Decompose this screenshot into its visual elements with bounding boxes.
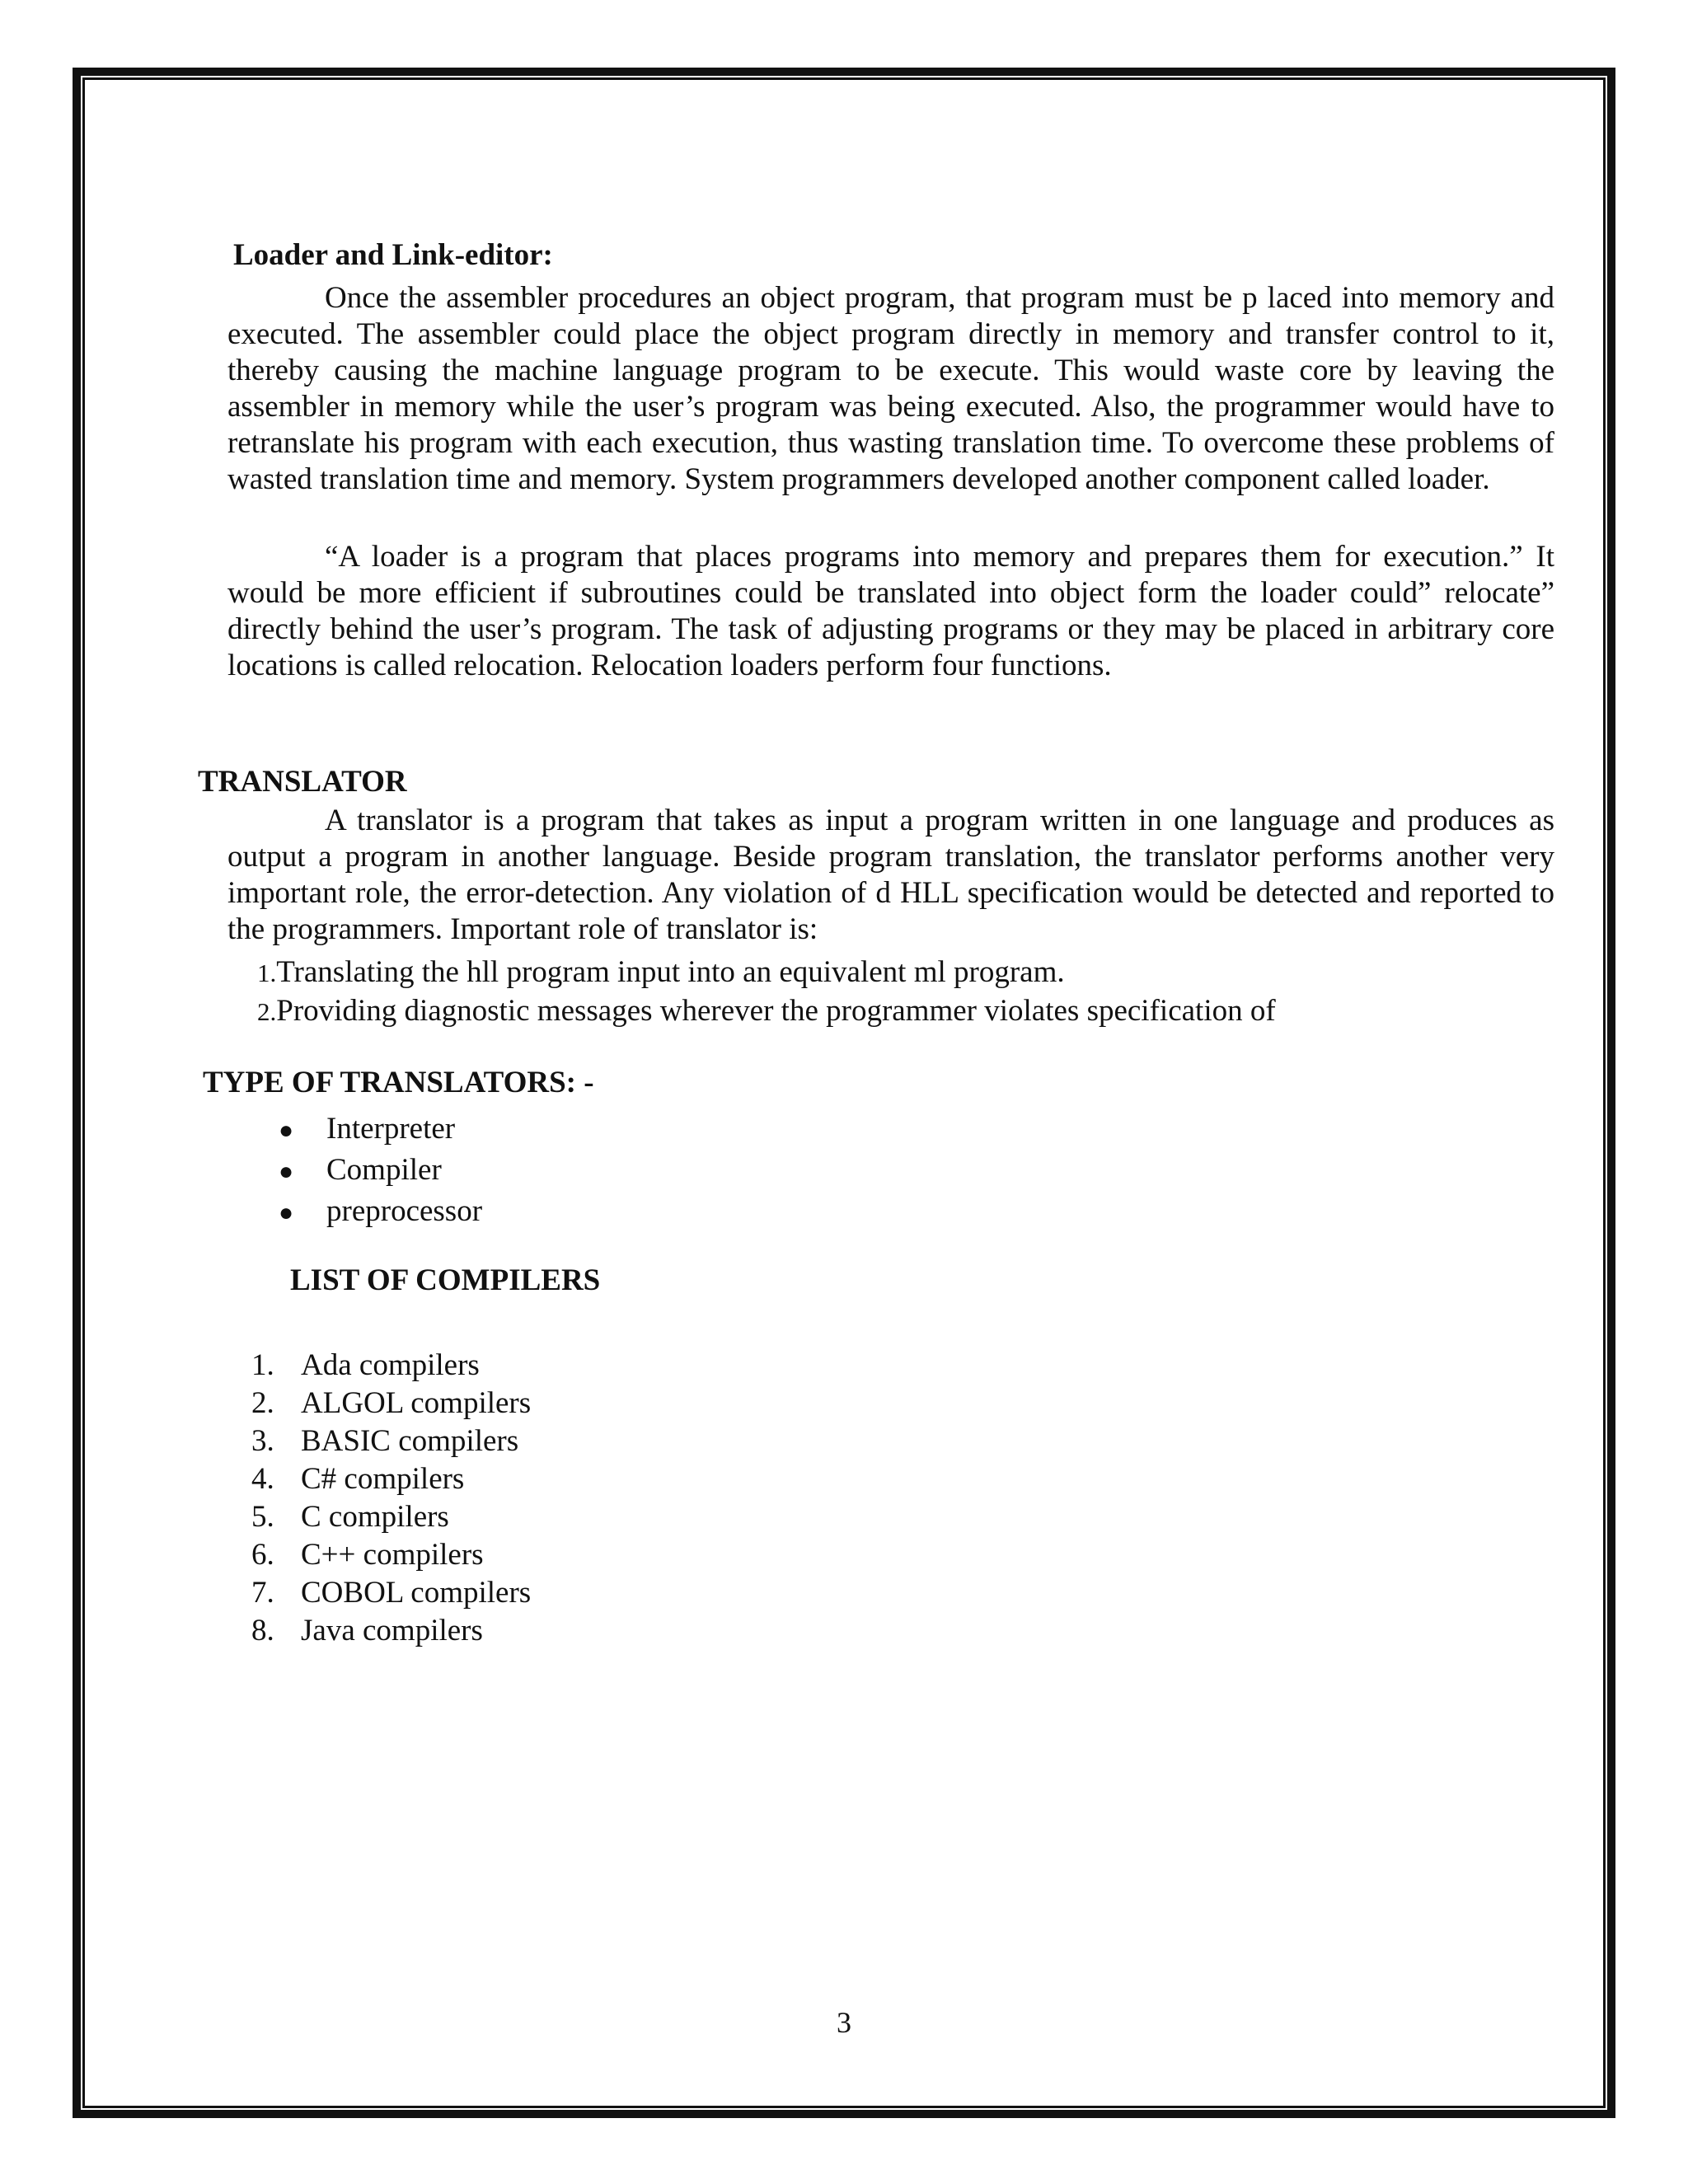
- loader-paragraph-1-text: Once the assembler procedures an object program, that program must be p laced into memory and executed. The assembler could place the object program directly in memory and transfer control to it, thereby causing the machine language program to be execute. This would waste core by leaving the assembler in memory while the user’s program was being executed. Also, the programmer would have to retranslate his program with each execution, thus wasting translation time. To overcome these problems of wasted translation time and memory. System programmers developed another component called loader.: [227, 281, 1554, 496]
- list-item-number: 6.: [251, 1538, 274, 1572]
- list-item: [251, 1347, 531, 1385]
- list-item-text: Java compilers: [301, 1614, 483, 1647]
- list-item-text: BASIC compilers: [301, 1424, 519, 1458]
- translator-paragraph-text: A translator is a program that takes as input a program written in one language and produces as output a program in another language. Beside program translation, the translator performs another very important role, the error-detection. Any violation of d HLL specification would be detected and reported to the programmers. Important role of translator is:: [227, 804, 1554, 946]
- list-item: [257, 954, 1276, 992]
- bullet-icon: ●: [279, 1158, 294, 1185]
- list-item: [251, 1422, 531, 1460]
- types-heading: TYPE OF TRANSLATORS: -: [203, 1066, 594, 1099]
- list-item-text: C++ compilers: [301, 1538, 484, 1572]
- list-item-text: COBOL compilers: [301, 1576, 532, 1610]
- list-item: [251, 1536, 531, 1574]
- loader-paragraph-2-text: “A loader is a program that places programs into memory and prepares them for execution.” It would be more efficient if subroutines could be translated into object form the loader could” relocate” directly behind the user’s program. The task of adjusting programs or they may be placed in arbitrary core locations is called relocation. Relocation loaders perform four functions.: [227, 540, 1554, 682]
- list-item-number: 8.: [251, 1614, 274, 1647]
- list-item-text: Translating the hll program input into an equivalent ml program.: [276, 955, 1065, 989]
- bullet-icon: ●: [279, 1199, 294, 1226]
- list-item-number: 1.: [251, 1348, 274, 1382]
- list-item-text: C# compilers: [301, 1462, 465, 1496]
- list-item-text: preprocessor: [326, 1194, 483, 1228]
- list-item: [257, 992, 1276, 1031]
- list-item: [251, 1460, 531, 1498]
- bullet-icon: ●: [279, 1117, 294, 1144]
- list-item-text: Compiler: [326, 1153, 442, 1187]
- list-item-number: 2.: [257, 997, 277, 1026]
- loader-paragraph-2: [227, 539, 1554, 684]
- list-item-number: 3.: [251, 1424, 274, 1458]
- page-number: 3: [837, 2006, 851, 2039]
- list-item: [251, 1385, 531, 1422]
- list-item-text: C compilers: [301, 1500, 449, 1534]
- compilers-heading: LIST OF COMPILERS: [290, 1263, 601, 1297]
- translator-roles-list: [257, 954, 1276, 1031]
- list-item-number: 1.: [257, 958, 277, 987]
- types-list: [279, 1109, 482, 1233]
- list-item-number: 7.: [251, 1576, 274, 1610]
- list-item: [251, 1574, 531, 1612]
- translator-heading: TRANSLATOR: [198, 765, 407, 799]
- list-item-text: Interpreter: [326, 1112, 456, 1146]
- list-item-number: 5.: [251, 1500, 274, 1534]
- list-item: [251, 1612, 531, 1650]
- list-item-text: ALGOL compilers: [301, 1386, 532, 1420]
- compilers-list: [251, 1347, 531, 1650]
- list-item-text: Providing diagnostic messages wherever the programmer violates specification of: [276, 994, 1276, 1028]
- list-item-number: 4.: [251, 1462, 274, 1496]
- list-item-number: 2.: [251, 1386, 274, 1420]
- translator-paragraph: [227, 803, 1554, 948]
- list-item: [279, 1192, 482, 1233]
- loader-heading: Loader and Link-editor:: [233, 238, 553, 272]
- list-item: [251, 1498, 531, 1536]
- list-item-text: Ada compilers: [301, 1348, 480, 1382]
- loader-paragraph-1: [227, 280, 1554, 498]
- list-item: [279, 1109, 482, 1151]
- list-item: [279, 1151, 482, 1192]
